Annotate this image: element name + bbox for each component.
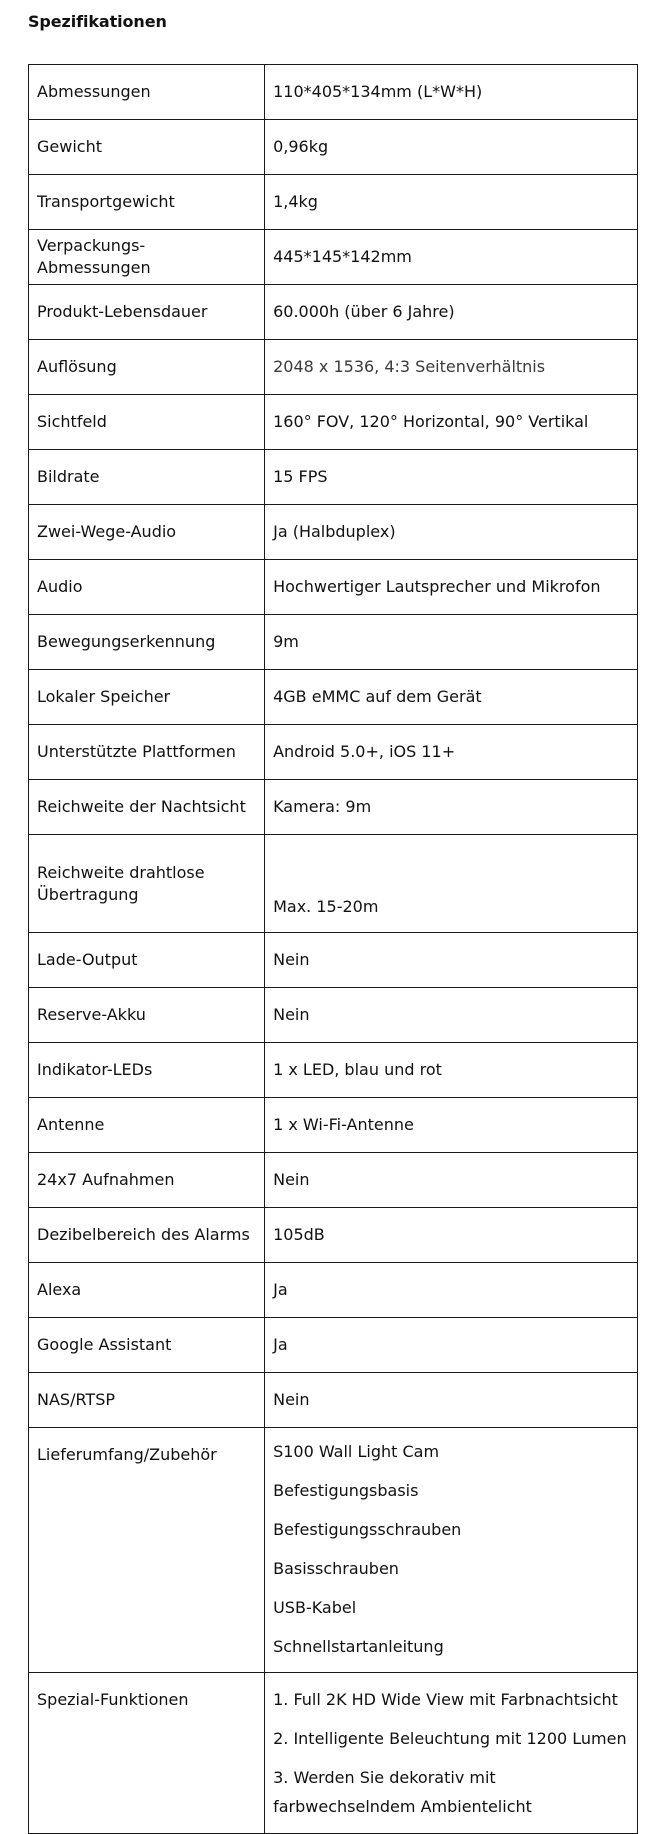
spec-value: 160° FOV, 120° Horizontal, 90° Vertikal bbox=[265, 395, 638, 450]
spec-value: Ja bbox=[265, 1318, 638, 1373]
spec-value: Hochwertiger Lautsprecher und Mikrofon bbox=[265, 560, 638, 615]
spec-label: Audio bbox=[29, 560, 265, 615]
spec-label: Reichweite der Nachtsicht bbox=[29, 780, 265, 835]
spec-label: Transportgewicht bbox=[29, 175, 265, 230]
table-row bbox=[29, 560, 638, 615]
list-item: USB-Kabel bbox=[273, 1598, 357, 1617]
package-contents-row bbox=[29, 1428, 638, 1673]
spec-label: Zwei-Wege-Audio bbox=[29, 505, 265, 560]
spec-value: 445*145*142mm bbox=[265, 230, 638, 285]
list-item: S100 Wall Light Cam bbox=[273, 1442, 440, 1461]
spec-label: Spezial-Funktionen bbox=[29, 1673, 265, 1834]
table-row bbox=[29, 933, 638, 988]
spec-value: Nein bbox=[265, 988, 638, 1043]
spec-label: 24x7 Aufnahmen bbox=[29, 1153, 265, 1208]
list-item: 3. Werden Sie dekorativ mit farbwechselndem Ambientelicht bbox=[273, 1768, 532, 1816]
spec-value: 110*405*134mm (L*W*H) bbox=[265, 65, 638, 120]
spec-value: 4GB eMMC auf dem Gerät bbox=[265, 670, 638, 725]
table-row bbox=[29, 65, 638, 120]
table-row bbox=[29, 395, 638, 450]
list-item: Befestigungsschrauben bbox=[273, 1520, 462, 1539]
table-row bbox=[29, 1153, 638, 1208]
table-row bbox=[29, 230, 638, 285]
spec-value: Kamera: 9m bbox=[265, 780, 638, 835]
spec-label: Google Assistant bbox=[29, 1318, 265, 1373]
page-title: Spezifikationen bbox=[28, 12, 167, 31]
special-features-list bbox=[265, 1673, 638, 1834]
list-item: Befestigungsbasis bbox=[273, 1481, 419, 1500]
list-item: Basisschrauben bbox=[273, 1559, 399, 1578]
spec-value: 60.000h (über 6 Jahre) bbox=[265, 285, 638, 340]
spec-value: 0,96kg bbox=[265, 120, 638, 175]
spec-value: Nein bbox=[265, 933, 638, 988]
spec-label: Dezibelbereich des Alarms bbox=[29, 1208, 265, 1263]
spec-label: Gewicht bbox=[29, 120, 265, 175]
spec-value: Max. 15-20m bbox=[265, 835, 638, 933]
spec-label: Reserve-Akku bbox=[29, 988, 265, 1043]
list-item: 2. Intelligente Beleuchtung mit 1200 Lumen bbox=[273, 1729, 627, 1748]
table-row bbox=[29, 835, 638, 933]
table-row bbox=[29, 615, 638, 670]
spec-label: Verpackungs-Abmessungen bbox=[29, 230, 265, 285]
table-row bbox=[29, 780, 638, 835]
spec-label: Alexa bbox=[29, 1263, 265, 1318]
package-contents-list bbox=[265, 1428, 638, 1673]
table-row bbox=[29, 120, 638, 175]
table-row bbox=[29, 175, 638, 230]
spec-label: Antenne bbox=[29, 1098, 265, 1153]
table-row bbox=[29, 450, 638, 505]
spec-value: Ja bbox=[265, 1263, 638, 1318]
spec-value: Nein bbox=[265, 1153, 638, 1208]
spec-value: 9m bbox=[265, 615, 638, 670]
spec-label: Auflösung bbox=[29, 340, 265, 395]
spec-label: Bewegungserkennung bbox=[29, 615, 265, 670]
spec-value: 105dB bbox=[265, 1208, 638, 1263]
special-features-row bbox=[29, 1673, 638, 1834]
list-item: 1. Full 2K HD Wide View mit Farbnachtsicht bbox=[273, 1690, 618, 1709]
table-row bbox=[29, 340, 638, 395]
spec-label: Sichtfeld bbox=[29, 395, 265, 450]
spec-table bbox=[28, 64, 638, 1834]
table-row bbox=[29, 1318, 638, 1373]
spec-label: Indikator-LEDs bbox=[29, 1043, 265, 1098]
spec-label: Unterstützte Plattformen bbox=[29, 725, 265, 780]
spec-value: 1 x Wi-Fi-Antenne bbox=[265, 1098, 638, 1153]
spec-label: Bildrate bbox=[29, 450, 265, 505]
spec-value: Ja (Halbduplex) bbox=[265, 505, 638, 560]
table-row bbox=[29, 1208, 638, 1263]
list-item: Schnellstartanleitung bbox=[273, 1637, 444, 1656]
table-row bbox=[29, 1373, 638, 1428]
spec-value: 1,4kg bbox=[265, 175, 638, 230]
table-row bbox=[29, 988, 638, 1043]
table-row bbox=[29, 1263, 638, 1318]
spec-value: Android 5.0+, iOS 11+ bbox=[265, 725, 638, 780]
table-row bbox=[29, 505, 638, 560]
spec-label: Lokaler Speicher bbox=[29, 670, 265, 725]
spec-label: Produkt-Lebensdauer bbox=[29, 285, 265, 340]
spec-value: 15 FPS bbox=[265, 450, 638, 505]
spec-label: NAS/RTSP bbox=[29, 1373, 265, 1428]
spec-value: 1 x LED, blau und rot bbox=[265, 1043, 638, 1098]
spec-label: Lade-Output bbox=[29, 933, 265, 988]
table-row bbox=[29, 1043, 638, 1098]
spec-value: Nein bbox=[265, 1373, 638, 1428]
table-row bbox=[29, 725, 638, 780]
spec-label: Lieferumfang/Zubehör bbox=[29, 1428, 265, 1673]
spec-label: Reichweite drahtlose Übertragung bbox=[29, 835, 265, 933]
table-row bbox=[29, 1098, 638, 1153]
table-row bbox=[29, 670, 638, 725]
spec-label: Abmessungen bbox=[29, 65, 265, 120]
table-row bbox=[29, 285, 638, 340]
spec-value: 2048 x 1536, 4:3 Seitenverhältnis bbox=[265, 340, 638, 395]
